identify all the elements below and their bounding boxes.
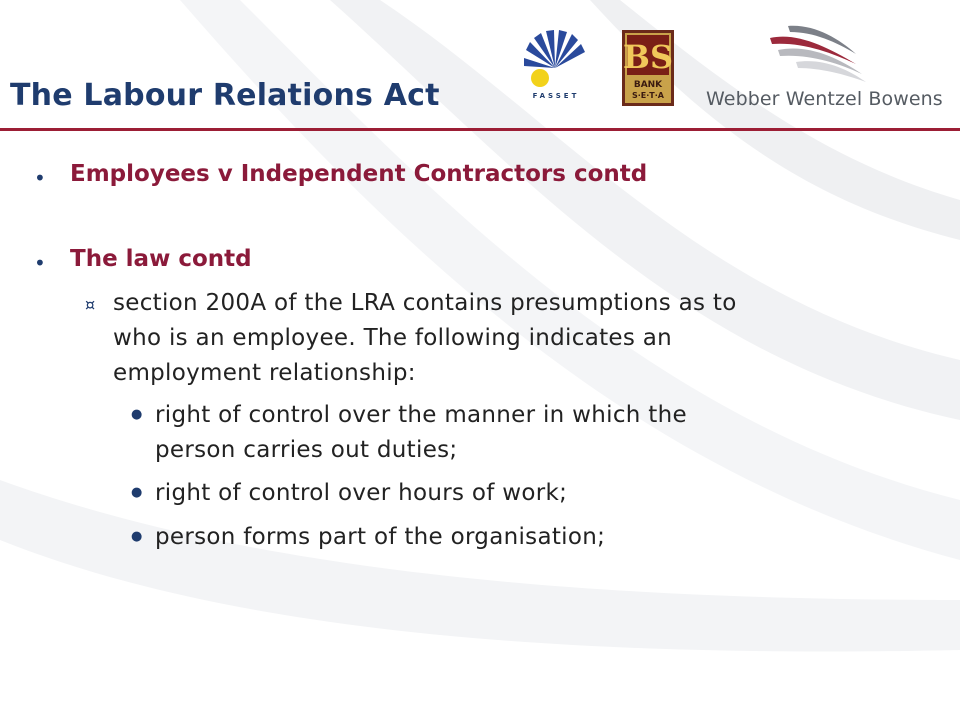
sub-point-line: section 200A of the LRA contains presumptions as to (113, 290, 737, 316)
slide-title: The Labour Relations Act (10, 78, 440, 113)
bankseta-monogram: BS (622, 38, 674, 76)
bullet-marker: • (34, 166, 46, 190)
sub-point-line: who is an employee. The following indicates an (113, 325, 673, 351)
bullet-marker: • (34, 251, 46, 275)
list-item-marker: ● (131, 407, 143, 422)
fasset-logo-text: FASSET (532, 92, 580, 100)
sub-point-marker-icon: ¤ (85, 295, 96, 314)
list-item-marker: ● (131, 529, 143, 544)
list-item-marker: ● (131, 485, 143, 500)
list-item-line: person forms part of the organisation; (155, 524, 606, 550)
bankseta-line-2: S·E·T·A (632, 91, 664, 100)
bullet-heading-employees: Employees v Independent Contractors contd (70, 161, 648, 187)
bullet-heading-law: The law contd (70, 246, 252, 272)
list-item-line: person carries out duties; (155, 437, 458, 463)
wwb-logo-text: Webber Wentzel Bowens (706, 88, 943, 110)
bankseta-line-1: BANK (633, 80, 663, 90)
list-item-line: right of control over the manner in which the (155, 402, 687, 428)
sub-point-line: employment relationship: (113, 360, 416, 386)
list-item-line: right of control over hours of work; (155, 480, 568, 506)
